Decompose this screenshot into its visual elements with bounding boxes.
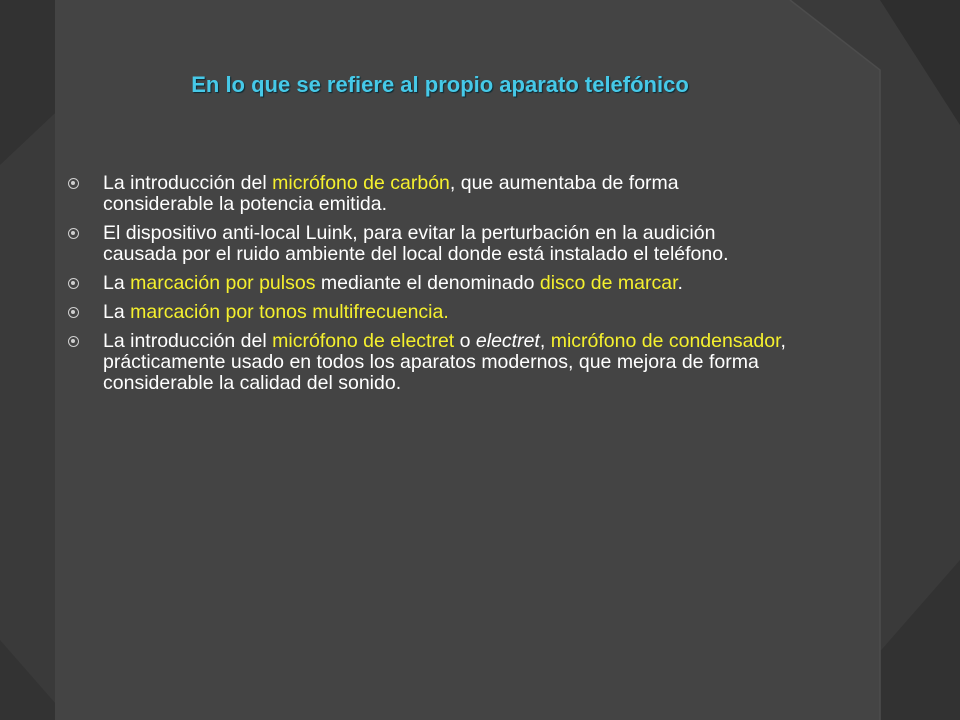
bullet-text: La bbox=[103, 301, 131, 323]
highlighted-term: micrófono de carbón bbox=[272, 172, 450, 194]
bullet-text: , prácticamente usado en todos los aparatos modernos, que mejora de forma considerable la calidad del sonido. bbox=[103, 330, 786, 394]
circle-dot-bullet-icon bbox=[68, 307, 79, 318]
highlighted-term: micrófono de electret bbox=[272, 330, 455, 352]
bullet-text: La bbox=[103, 272, 131, 294]
highlighted-term: marcación por tonos multifrecuencia. bbox=[130, 301, 449, 323]
bullet-item bbox=[68, 273, 788, 294]
slide-title: En lo que se refiere al propio aparato telefónico bbox=[191, 72, 689, 97]
bullet-text: mediante el denominado bbox=[315, 272, 540, 294]
circle-dot-bullet-icon bbox=[68, 228, 79, 239]
circle-dot-bullet-icon bbox=[68, 178, 79, 189]
bullet-text: o bbox=[454, 330, 476, 352]
bullet-text: La introducción del bbox=[103, 330, 273, 352]
bullet-list bbox=[68, 173, 788, 402]
bullet-item bbox=[68, 331, 788, 394]
circle-dot-bullet-icon bbox=[68, 278, 79, 289]
bullet-text: , que aumentaba de forma considerable la potencia emitida. bbox=[103, 172, 679, 215]
bullet-text: La introducción del bbox=[103, 172, 273, 194]
circle-dot-bullet-icon bbox=[68, 336, 79, 347]
bullet-text: . bbox=[677, 272, 683, 294]
bullet-text: , bbox=[539, 330, 551, 352]
bullet-item bbox=[68, 173, 788, 215]
highlighted-term: micrófono de condensador bbox=[550, 330, 781, 352]
bullet-item bbox=[68, 223, 788, 265]
italic-term: electret bbox=[475, 330, 540, 352]
bullet-item bbox=[68, 302, 788, 323]
bullet-text: El dispositivo anti-local Luink, para evitar la perturbación en la audición causada por el ruido ambiente del local donde está instalado el teléfono. bbox=[103, 222, 729, 265]
highlighted-term: marcación por pulsos bbox=[130, 272, 316, 294]
highlighted-term: disco de marcar bbox=[539, 272, 678, 294]
